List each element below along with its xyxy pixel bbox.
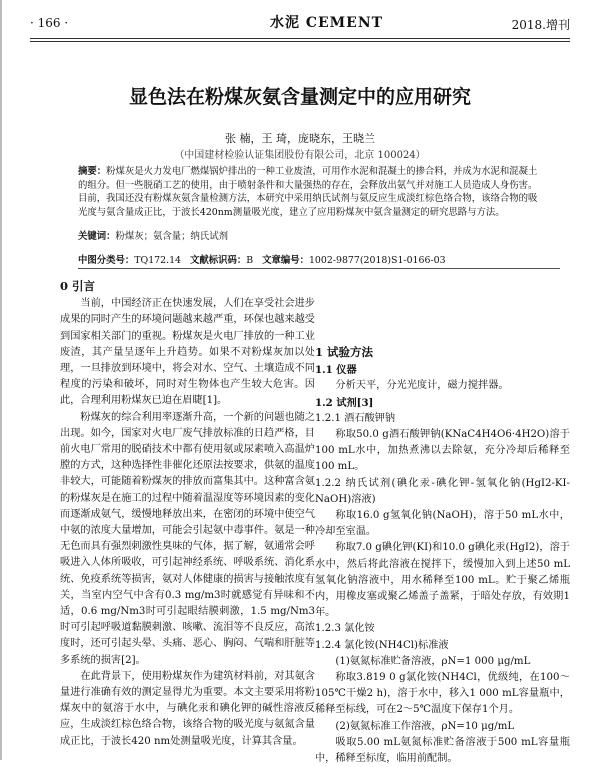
clc-label: 中图分类号：	[78, 255, 135, 266]
section-heading-test: 1 试验方法	[315, 345, 374, 359]
classification-line	[78, 252, 560, 266]
subsubheading: 1.2.3 氯化铵	[315, 623, 375, 635]
paragraph: 粉煤灰的综合利用率逐渐升高，一个新的问题也随之出现。如今，国家对火电厂废气排放标准的日趋严格，目前火电厂常用的脱硝技术中都有使用氨或尿素喷入高温炉膛的方式，这种选择性非催化还原法按要求，供氨的温度非较大，可能随着粉煤灰的排放而富集其中。这种富含氨的粉煤灰是在施工的过程中随着温湿度等环境因素的变化而逐渐成氨气，缓慢地释放出来，在密闭的环境中使空气中氨的浓度大量增加，可能会引起氨中毒事件。氨是一种无色而具有强烈刺激性臭味的气体，据了解，氨通常会呼吸进入人体所吸收，可引起神经系统、呼吸系统、消化系统、免疫系统等损害，氨对人体健康的损害与接触浓度有关，当室内空气中含有0.3 mg/m3时就感觉有异味和不适，0.6 mg/Nm3时可引起眼结膜刺激，1.5 mg/Nm3时可引起呼吸道黏膜刺激、咳嗽、流泪等不良反应，高浓度时，还可引起头晕、头痛、恶心、胸闷、气喘和肝脏等多系统的损害[2]。	[60, 411, 315, 666]
abstract-rule	[78, 268, 560, 269]
paragraph: 吸取5.00 mL氨氮标准贮备溶液于500 mL容量瓶中，稀释至标度，临用前配制。	[315, 736, 570, 765]
paragraph: 称取50.0 g酒石酸钾钠(KNaC4H4O6·4H2O)溶于100 mL水中，加热煮沸以去除氨，充分冷却后稀释至100 mL。	[315, 429, 570, 473]
abstract	[78, 165, 540, 219]
keywords	[78, 228, 540, 242]
subsubheading: 1.2.1 酒石酸钾钠	[315, 412, 396, 424]
section-heading-intro: 0 引言	[60, 279, 96, 293]
abstract-label: 摘要：	[78, 166, 107, 177]
affiliation: （中国建材检验认证集团股份有限公司，北京 100024）	[174, 150, 426, 161]
article-no-value: 1002-9877(2018)S1-0166-03	[308, 255, 446, 266]
paragraph: (1)氨氮标准贮备溶液，ρN=1 000 μg/mL	[335, 655, 531, 667]
authors: 张 楠，王 琦，庞晓东，王晓兰	[225, 132, 375, 145]
article-no-label: 文章编号：	[262, 255, 309, 266]
doc-code-label: 文献标识码：	[189, 255, 247, 266]
keywords-text: 粉煤灰；氨含量；纳氏试剂	[115, 231, 229, 242]
subheading: 1.2 试剂[3]	[315, 396, 374, 409]
subheading: 1.1 仪器	[315, 364, 357, 377]
paragraph: 称取16.0 g氢氧化钠(NaOH)，溶于50 mL水中，冷却至室温。	[315, 510, 570, 538]
paragraph: 称取3.819 0 g氯化铵(NH4Cl，优级纯，在100～105℃干燥2 h)，溶于水中，移入1 000 mL容量瓶中，稀释至标线，可在2～5℃温度下保存1个月。	[315, 672, 570, 716]
abstract-text: 粉煤灰是火力发电厂燃煤锅炉排出的一种工业废渣，可用作水泥和混凝土的掺合料，并成为水泥和混凝土的组分。但一些脱硝工艺的使用，由于喷射条件和大量强热的存在，会释放出氨气并对施工人员造成人身伤害。目前，我国还没有粉煤灰氨含量检测方法，本研究中采用纳氏试剂与氨反应生成淡红棕色络合物，该络合物的吸光度与氨含量成正比，于波长420nm测量吸光度，建立了应用粉煤灰中氨含量测定的研究思路与方法。	[78, 166, 538, 218]
scan-edge	[0, 0, 2, 760]
subsubheading: 1.2.4 氯化铵(NH4Cl)标准液	[315, 639, 449, 651]
header-rule	[30, 38, 570, 39]
left-column	[60, 278, 315, 750]
journal-logo: 水泥 CEMENT	[270, 15, 384, 31]
page-header	[30, 12, 570, 38]
paragraph: (2)氨氮标准工作溶液，ρN=10 μg/mL	[335, 720, 515, 732]
paragraph: 在此背景下，使用粉煤灰作为建筑材料前，对其氨含量进行准确有效的测定显得尤为重要。本文主要采用将粉煤灰中的氨溶于水中，与碘化汞和碘化钾的碱性溶液反应，生成淡红棕色络合物，该络合物的吸光度与氨氮含量成正比，于波长420 nm处测量吸光度，计算其含量。	[60, 670, 315, 747]
article-title: 显色法在粉煤灰氨含量测定中的应用研究	[128, 86, 471, 108]
doc-code-value: B	[246, 255, 254, 266]
paragraph: 称取7.0 g碘化钾(KI)和10.0 g碘化汞(HgI2)，溶于水中，然后将此溶液在搅拌下，缓慢加入到上述50 mL氢氧化钠溶液中，用水稀释至100 mL。贮于聚乙烯瓶内，用橡皮塞或聚乙烯盖子盖紧，于暗处存放，有效期1年。	[315, 542, 570, 619]
keywords-label: 关键词：	[78, 231, 116, 242]
paragraph: 当前，中国经济正在快速发展，人们在享受社会进步成果的同时产生的环境问题越来越严重，环保也越来越受到国家相关部门的重视。粉煤灰是火电厂排放的一种工业废渣，其产量呈逐年上升趋势。如果不对粉煤灰加以处理，一旦排放到环境中，将会对水、空气、土壤造成不同程度的污染和破坏，同时对生物体也产生较大危害。因此，合理利用粉煤灰已迫在眉睫[1]。	[60, 298, 315, 407]
paragraph: 分析天平，分光光度计，磁力搅拌器。	[335, 380, 509, 392]
right-column	[315, 278, 570, 767]
clc-value: TQ172.14	[134, 255, 182, 266]
page-number: · 166 ·	[30, 16, 69, 30]
journal-issue: 2018.增刊	[511, 18, 570, 32]
header-rule-2	[30, 41, 570, 42]
subsubheading: 1.2.2 纳氏试剂(碘化汞-碘化钾-氢氧化钠(HgI2-KI-NaOH)溶液)	[315, 477, 570, 505]
